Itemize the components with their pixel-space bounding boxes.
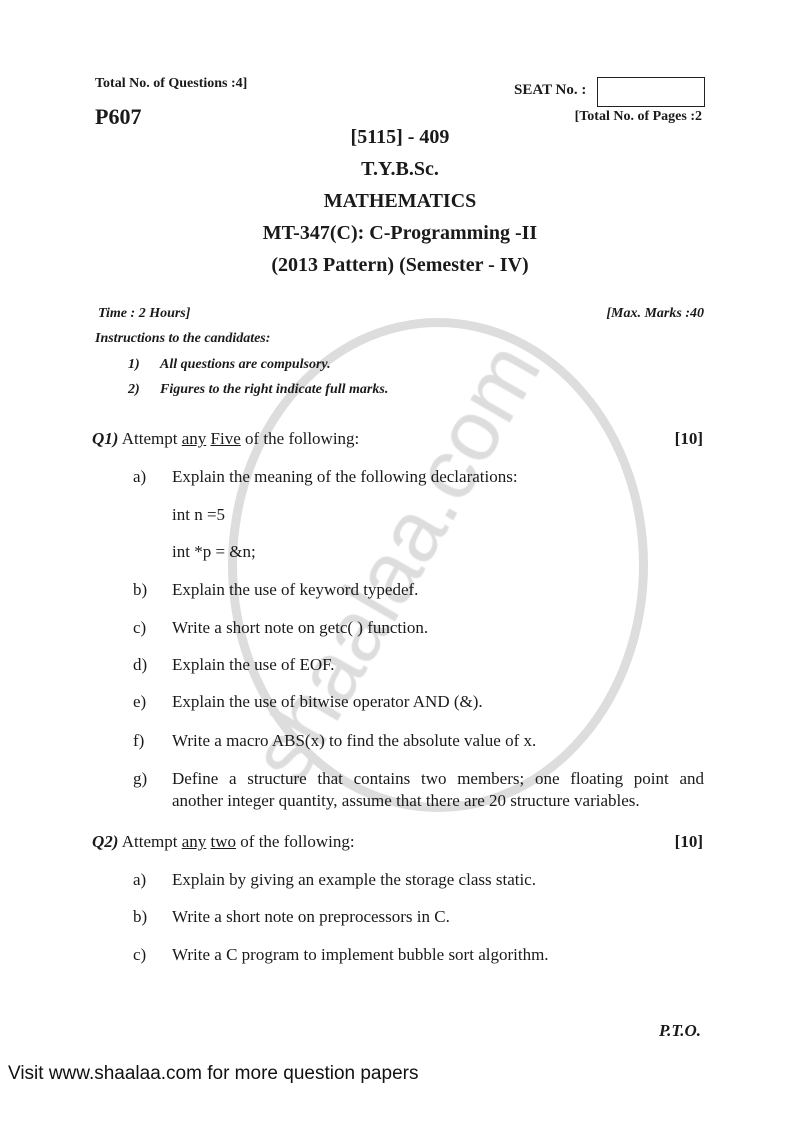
instruction-number: 2) <box>128 382 140 397</box>
q2-two: two <box>210 832 237 851</box>
item-text: Write a macro ABS(x) to find the absolute value of x. <box>172 731 537 750</box>
instruction-text: Figures to the right indicate full marks. <box>160 382 389 397</box>
item-label: g) <box>133 769 148 788</box>
subject: MATHEMATICS <box>323 190 477 212</box>
item-label: f) <box>133 731 145 750</box>
q1-pre: Attempt <box>121 429 178 448</box>
q2-number: Q2) <box>92 832 119 851</box>
paper-title: MT-347(C): C-Programming -II <box>262 222 538 244</box>
pto: P.T.O. <box>658 1021 701 1040</box>
item-text: Explain the use of bitwise operator AND (&). <box>172 692 483 711</box>
total-questions: Total No. of Questions :4] <box>95 76 248 91</box>
q1-number: Q1) <box>92 429 119 448</box>
code-line: int n =5 <box>172 505 226 524</box>
footer-link[interactable]: Visit www.shaalaa.com for more question papers <box>8 1063 419 1084</box>
instructions-heading: Instructions to the candidates: <box>95 331 271 346</box>
item-label: b) <box>133 907 148 926</box>
item-label: e) <box>133 692 147 711</box>
q1-any: any <box>181 429 207 448</box>
q2-any: any <box>181 832 207 851</box>
q1-post: of the following: <box>245 429 360 448</box>
item-text: Explain by giving an example the storage class static. <box>172 870 536 889</box>
course: T.Y.B.Sc. <box>361 158 439 180</box>
item-text: Define a structure that contains two members; one floating point and <box>172 769 704 788</box>
item-label: c) <box>133 618 147 637</box>
instruction-text: All questions are compulsory. <box>160 357 331 372</box>
q2-pre: Attempt <box>121 832 178 851</box>
q1-heading <box>92 429 359 449</box>
item-text: Explain the use of keyword typedef. <box>172 580 419 599</box>
item-text: Write a C program to implement bubble sort algorithm. <box>172 945 549 964</box>
item-label: d) <box>133 655 148 674</box>
item-text: Explain the use of EOF. <box>172 655 335 674</box>
item-label: a) <box>133 870 147 889</box>
q1-marks: [10] <box>674 429 703 448</box>
item-text: another integer quantity, assume that there are 20 structure variables. <box>172 791 640 810</box>
q1-five: Five <box>210 429 241 448</box>
q2-marks: [10] <box>674 832 703 851</box>
total-pages: [Total No. of Pages :2 <box>574 109 702 124</box>
exam-code: [5115] - 409 <box>350 126 450 148</box>
pattern: (2013 Pattern) (Semester - IV) <box>271 254 529 276</box>
item-label: a) <box>133 467 147 486</box>
item-text: Write a short note on getc( ) function. <box>172 618 429 637</box>
seat-label: SEAT No. : <box>514 82 587 98</box>
q2-heading <box>92 832 355 852</box>
time: Time : 2 Hours] <box>98 306 191 321</box>
item-text: Write a short note on preprocessors in C. <box>172 907 450 926</box>
max-marks: [Max. Marks :40 <box>606 306 704 321</box>
seat-number-box <box>597 77 705 107</box>
code-line: int *p = &n; <box>172 542 256 561</box>
item-label: b) <box>133 580 148 599</box>
item-label: c) <box>133 945 147 964</box>
paper-code: P607 <box>95 104 142 129</box>
item-text: Explain the meaning of the following declarations: <box>172 467 518 486</box>
instruction-number: 1) <box>128 357 140 372</box>
q2-post: of the following: <box>240 832 355 851</box>
